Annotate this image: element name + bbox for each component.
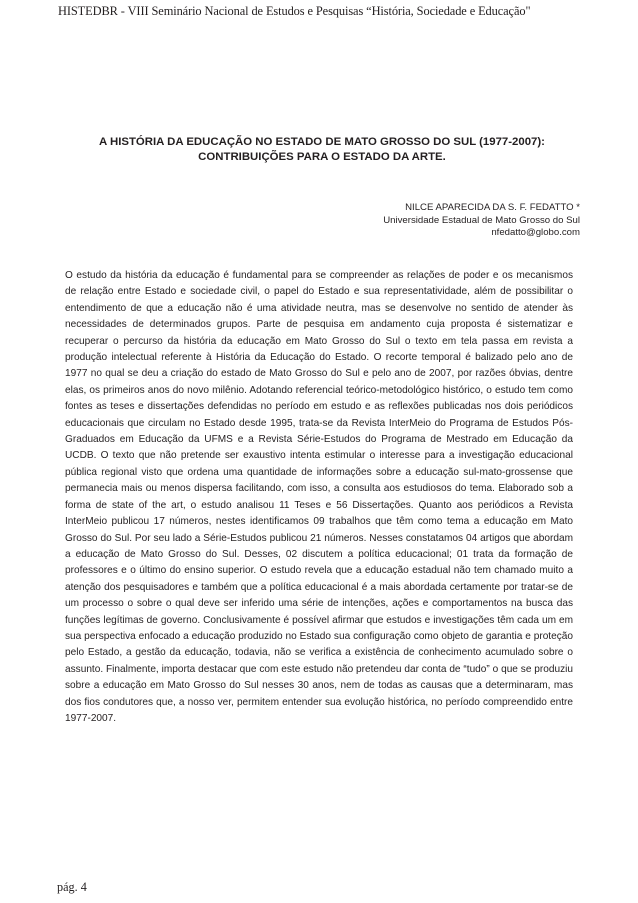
article-title-line-2: CONTRIBUIÇÕES PARA O ESTADO DA ARTE. xyxy=(198,151,446,163)
article-title-line-1: A HISTÓRIA DA EDUCAÇÃO NO ESTADO DE MATO GROSSO DO SUL (1977-2007): xyxy=(99,136,545,148)
author-email: nfedatto@globo.com xyxy=(491,227,580,238)
author-name: NILCE APARECIDA DA S. F. FEDATTO * xyxy=(405,202,580,213)
author-block xyxy=(383,202,580,240)
running-header: HISTEDBR - VIII Seminário Nacional de Estudos e Pesquisas “História, Sociedade e Educação" xyxy=(58,4,531,18)
abstract-paragraph: O estudo da história da educação é fundamental para se compreender as relações de poder e os mecanismos de relação entre Estado e sociedade civil, o papel do Estado e sua representatividade, além de possibilitar o entendimento de que a educação não é uma atividade neutra, mas se desenvolve no sentido de atender às necessidades de determinados grupos. Parte de pesquisa em andamento cuja proposta é sistematizar e recuperar o percurso da história da educação em Mato Grosso do Sul o texto em tela passa em revista a produção intelectual referente à História da Educação do Estado. O recorte temporal é balizado pelo ano de 1977 no qual se deu a criação do estado de Mato Grosso do Sul e pelo ano de 2007, por razões óbvias, dentre elas, os primeiros anos do novo milênio. Adotando referencial teórico-metodológico histórico, o estudo tem como fontes as teses e dissertações defendidas no período em estudo e as reflexões publicadas nos dois periódicos educacionais que circulam no Estado desde 1995, trata-se da Revista InterMeio do Programa de Estudos Pós-Graduados em Educação da UFMS e a Revista Série-Estudos do Programa de Mestrado em Educação da UCDB. O texto que não pretende ser exaustivo intenta estimular o interesse para a investigação educacional pública regional visto que ordena uma quantidade de informações sobre a educação sul-mato-grossense que permanecia mais ou menos dispersa facilitando, com isso, a consulta aos estudiosos do tema. Elaborado sob a forma de state of the art, o estudo analisou 11 Teses e 56 Dissertações. Quanto aos periódicos a Revista InterMeio publicou 17 números, nestes identificamos 09 trabalhos que têm como tema a educação em Mato Grosso do Sul. Por seu lado a Série-Estudos publicou 21 números. Nesses constatamos 04 artigos que abordam a educação de Mato Grosso do Sul. Desses, 02 discutem a política educacional; 01 trata da formação de professores e o último do ensino superior. O estudo revela que a educação estadual não tem chamado muito a atenção dos pesquisadores e também que a política educacional é a mais abordada certamente por tratar-se de um processo o sobre o qual deve ser inferido uma série de intenções, ações e comportamentos na busca das funções legítimas de governo. Conclusivamente é possível afirmar que estudos e investigações têm cada um em sua perspectiva enfocado a educação produzido no Estado sua configuração como objeto de garantia e proteção pelo Estado, a gestão da educação, todavia, não se verifica a existência de conhecimento acumulado sobre o assunto. Finalmente, importa destacar que com este estudo não pretendeu dar conta de “tudo” o que se produziu sobre a educação em Mato Grosso do Sul nesses 30 anos, nem de todas as causas que a determinaram, mas dos fios condutores que, a nosso ver, permitem entender sua evolução histórica, no período compreendido entre 1977-2007. xyxy=(65,270,573,724)
author-affiliation: Universidade Estadual de Mato Grosso do Sul xyxy=(383,214,580,226)
page-number: pág. 4 xyxy=(57,880,87,894)
article-title xyxy=(60,135,584,165)
